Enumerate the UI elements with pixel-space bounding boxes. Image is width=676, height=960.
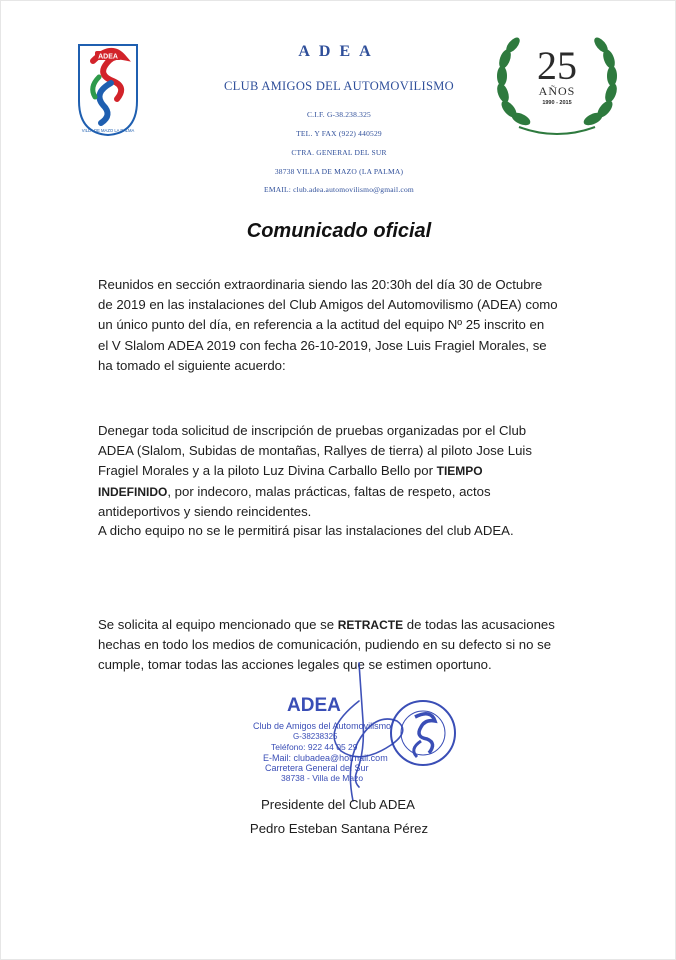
city-line: 38738 VILLA DE MAZO (LA PALMA) [274,167,404,176]
svg-text:38738 - Villa de Mazo: 38738 - Villa de Mazo [281,773,364,783]
signoff-name: Pedro Esteban Santana Pérez [249,821,429,836]
svg-text:25: 25 [537,43,577,88]
retraction-text: Se solicita al equipo mencionado que se [98,617,338,632]
decision-text-end: , por indecoro, malas prácticas, faltas de respeto, actos antideportivos y siendo reincidentes. [98,483,491,519]
retraction-text-end: de todas las acusaciones hechas en todo los medios de comunicación, pudiendo en su defecto si no se cumple, tomar todas las acciones legales que se estimen oportuno. [98,617,555,673]
decision-emphasis: TIEMPO INDEFINIDO [98,464,483,499]
svg-text:G-38238325: G-38238325 [293,732,338,741]
svg-text:ADEA: ADEA [98,53,118,61]
email-line: EMAIL: club.adea.automovilismo@gmail.com [264,185,414,194]
adea-club-logo [73,37,143,137]
paragraph-decision [98,421,558,522]
svg-text:E-Mail: clubadea@hotmail.com: E-Mail: clubadea@hotmail.com [263,753,388,763]
paragraph-meeting: Reunidos en sección extraordinaria siendo las 20:30h del día 30 de Octubre de 2019 en las instalaciones del Club Amigos del Automovilismo (ADEA) como un único punto del día, en referencia a la actitud del equipo Nº 25 inscrito en el V Slalom ADEA 2019 con fecha 26-10-2019, Jose Luis Fragiel Morales, se ha tomado el siguiente acuerdo: [98,277,558,373]
org-name: ADEA [298,43,380,60]
svg-text:Club de Amigos del Automovilis: Club de Amigos del Automovilismo [253,721,392,731]
handwritten-signature [301,661,431,811]
svg-text:ADEA: ADEA [287,695,341,716]
cif-line: C.I.F. G-38.238.325 [306,110,372,119]
decision-text: Denegar toda solicitud de inscripción de pruebas organizadas por el Club ADEA (Slalom, Subidas de montañas, Rallyes de tierra) al piloto Jose Luis Fragiel Morales y a la piloto Luz Divina Carballo Bello por [98,423,532,479]
svg-text:Teléfono: 922 44 05 29: Teléfono: 922 44 05 29 [271,742,358,752]
anniversary-laurel-emblem [495,31,619,141]
svg-text:Carretera General del Sur: Carretera General del Sur [265,763,369,773]
phone-line: TEL. Y FAX (922) 440529 [296,129,382,138]
address-line: CTRA. GENERAL DEL SUR [291,148,387,157]
svg-text:AÑOS: AÑOS [538,84,576,98]
svg-text:VILLA DE MAZO LA PALMA: VILLA DE MAZO LA PALMA [81,128,135,133]
svg-text:1990 - 2015: 1990 - 2015 [542,100,572,106]
retraction-emphasis: RETRACTE [337,618,404,632]
signoff-role: Presidente del Club ADEA [261,797,415,812]
club-name: CLUB AMIGOS DEL AUTOMOVILISMO [224,79,454,93]
document-title: Comunicado oficial [246,220,432,242]
paragraph-facilities-ban: A dicho equipo no se le permitirá pisar las instalaciones del club ADEA. [98,523,514,538]
